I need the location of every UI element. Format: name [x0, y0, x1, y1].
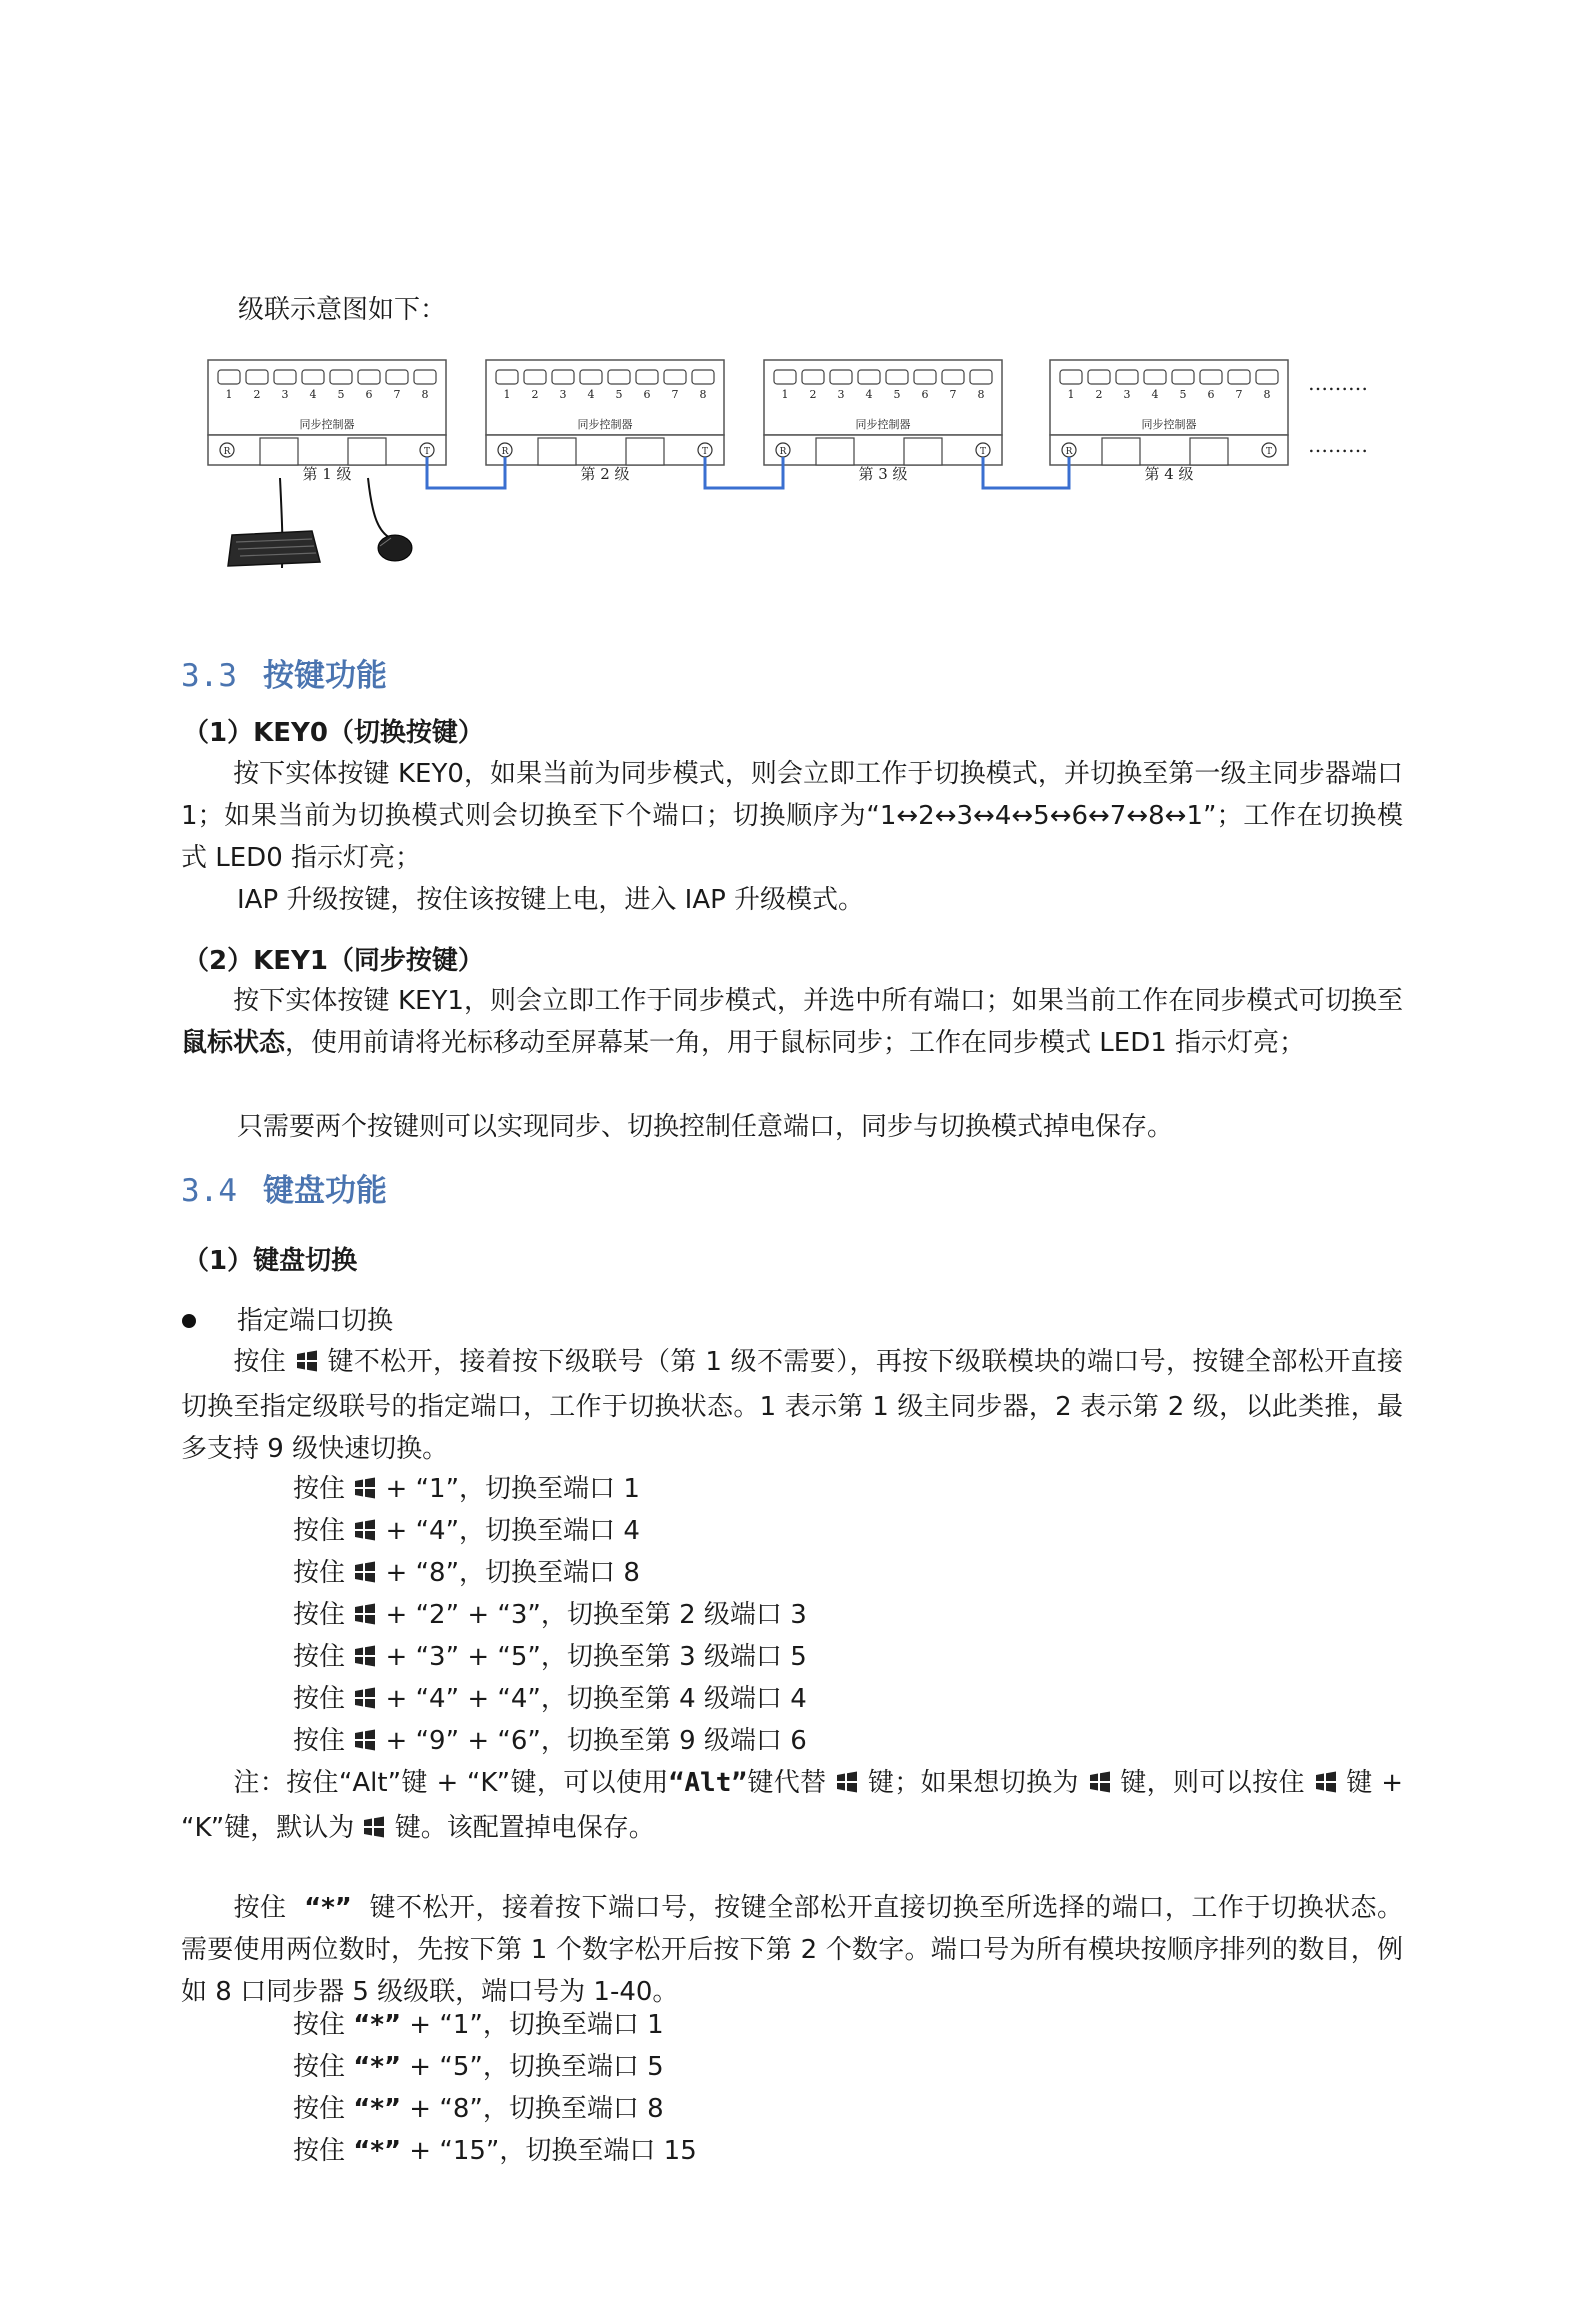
- diagram-intro: 级联示意图如下：: [238, 295, 447, 325]
- port-slot: [1144, 370, 1166, 384]
- port-number: 3: [1123, 388, 1131, 401]
- t-connector-label: T: [701, 447, 709, 457]
- port-slot: [1088, 370, 1110, 384]
- port-slot: [302, 370, 324, 384]
- r-connector-label: R: [1065, 447, 1073, 457]
- windows-key-icon: [353, 1728, 377, 1759]
- usb-port: [1102, 438, 1140, 465]
- port-slot: [664, 370, 686, 384]
- key1-text-bold: 鼠标状态: [181, 1028, 286, 1058]
- port-slot: [414, 370, 436, 384]
- port-slot: [886, 370, 908, 384]
- star-example-line: [293, 2088, 664, 2125]
- example-prefix: 按住: [293, 1726, 354, 1756]
- port-number: 6: [921, 388, 929, 401]
- port-number: 4: [309, 388, 317, 401]
- key1-text-a: 按下实体按键 KEY1，则会立即工作于同步模式，并选中所有端口；如果当前工作在同步模式可切换至: [233, 986, 1403, 1016]
- port-number: 3: [281, 388, 289, 401]
- windows-key-icon: [1314, 1765, 1338, 1807]
- win-example-line: [293, 1468, 640, 1507]
- star-text-a: 按住: [233, 1893, 287, 1923]
- port-number: 1: [781, 388, 789, 401]
- example-text: + “2” + “3”，切换至第 2 级端口 3: [377, 1600, 807, 1630]
- port-slot: [524, 370, 546, 384]
- windows-key-icon: [353, 1602, 377, 1633]
- note-f: 键。该配置掉电保存。: [394, 1813, 655, 1843]
- key1-text-b: ，使用前请将光标移动至屏幕某一角，用于鼠标同步；工作在同步模式 LED1 指示灯亮；: [285, 1028, 1306, 1058]
- example-text: + “5”，切换至端口 5: [401, 2052, 664, 2082]
- win-example-line: [293, 1720, 807, 1759]
- section-heading-3-3: [181, 650, 387, 695]
- windows-key-icon: [835, 1765, 859, 1807]
- port-number: 2: [809, 388, 817, 401]
- example-text: + “8”，切换至端口 8: [401, 2094, 664, 2124]
- level-label: 第 3 级: [858, 465, 908, 483]
- port-number: 7: [671, 388, 679, 401]
- example-text: + “1”，切换至端口 1: [401, 2010, 664, 2040]
- usb-port: [538, 438, 576, 465]
- windows-key-icon: [353, 1476, 377, 1507]
- port-slot: [774, 370, 796, 384]
- usb-port: [904, 438, 942, 465]
- cascade-diagram: [0, 350, 1588, 610]
- port-number: 8: [699, 388, 707, 401]
- port-number: 1: [225, 388, 233, 401]
- usb-port: [626, 438, 664, 465]
- level-label: 第 2 级: [580, 465, 630, 483]
- win-example-line: [293, 1636, 807, 1675]
- windows-key-icon: [353, 1560, 377, 1591]
- example-prefix: 按住: [293, 1642, 354, 1672]
- port-number: 2: [531, 388, 539, 401]
- note-alt-key: “Alt”: [668, 1768, 748, 1798]
- star-key: “*”: [353, 2052, 402, 2082]
- win-example-line: [293, 1678, 807, 1717]
- port-number: 7: [949, 388, 957, 401]
- port-number: 2: [1095, 388, 1103, 401]
- controller-bottom: [208, 435, 446, 465]
- win-example-line: [293, 1594, 807, 1633]
- port-slot: [386, 370, 408, 384]
- r-connector-label: R: [223, 447, 231, 457]
- example-prefix: 按住: [293, 1474, 354, 1504]
- note-d: 键，则可以按住: [1120, 1768, 1305, 1798]
- port-slot: [636, 370, 658, 384]
- port-number: 4: [587, 388, 595, 401]
- win-example-line: [293, 1510, 640, 1549]
- port-number: 8: [421, 388, 429, 401]
- controller-bottom: [764, 435, 1002, 465]
- win-switch-paragraph: [181, 1341, 1403, 1470]
- port-number: 8: [1263, 388, 1271, 401]
- port-number: 5: [1179, 388, 1187, 401]
- note-c: 键；如果想切换为: [867, 1768, 1079, 1798]
- port-number: 4: [865, 388, 873, 401]
- example-prefix: 按住: [293, 1516, 354, 1546]
- port-number: 1: [503, 388, 511, 401]
- port-slot: [1228, 370, 1250, 384]
- port-number: 8: [977, 388, 985, 401]
- port-slot: [218, 370, 240, 384]
- usb-port: [816, 438, 854, 465]
- note-a: 注：按住“Alt”键 + “K”键，可以使用: [233, 1768, 669, 1798]
- key0-paragraph: [181, 753, 1403, 879]
- port-slot: [1060, 370, 1082, 384]
- two-keys-paragraph: 只需要两个按键则可以实现同步、切换控制任意端口，同步与切换模式掉电保存。: [237, 1112, 1174, 1142]
- continuation-dots: ………: [1308, 371, 1368, 395]
- windows-key-icon: [362, 1810, 386, 1852]
- port-slot: [1172, 370, 1194, 384]
- continuation-dots: ………: [1308, 433, 1368, 457]
- port-slot: [1200, 370, 1222, 384]
- controller-label: 同步控制器: [299, 418, 355, 431]
- port-number: 2: [253, 388, 261, 401]
- port-number: 7: [1235, 388, 1243, 401]
- example-prefix: 按住: [293, 1684, 354, 1714]
- example-text: + “4”，切换至端口 4: [377, 1516, 640, 1546]
- port-number: 3: [559, 388, 567, 401]
- windows-key-icon: [353, 1686, 377, 1717]
- level-label: 第 4 级: [1144, 465, 1194, 483]
- port-slot: [246, 370, 268, 384]
- port-slot: [914, 370, 936, 384]
- port-number: 5: [615, 388, 623, 401]
- t-connector-label: T: [423, 447, 431, 457]
- mouse-icon: [378, 535, 412, 561]
- port-number: 7: [393, 388, 401, 401]
- port-number: 3: [837, 388, 845, 401]
- example-prefix: 按住: [293, 2094, 354, 2124]
- star-text-b: 键不松开，接着按下端口号，按键全部松开直接切换至所选择的端口，工作于切换状态。需要使用两位数时，先按下第 1 个数字松开后按下第 2 个数字。端口号为所有模块按顺序排列的数目，例如 8 口同步器 5 级级联，端口号为 1-40。: [181, 1893, 1403, 2007]
- mouse-cable: [368, 478, 395, 540]
- star-key: “*”: [353, 2136, 402, 2166]
- port-slot: [692, 370, 714, 384]
- port-number: 6: [365, 388, 373, 401]
- port-slot: [608, 370, 630, 384]
- example-prefix: 按住: [293, 2052, 354, 2082]
- windows-key-icon: [353, 1518, 377, 1549]
- level-label: 第 1 级: [302, 465, 352, 483]
- port-number: 5: [337, 388, 345, 401]
- section-heading-3-4: [181, 1165, 387, 1210]
- alt-note-paragraph: [181, 1762, 1403, 1852]
- port-slot: [942, 370, 964, 384]
- port-number: 6: [643, 388, 651, 401]
- port-slot: [274, 370, 296, 384]
- example-text: + “4” + “4”，切换至第 4 级端口 4: [377, 1684, 807, 1714]
- port-slot: [580, 370, 602, 384]
- key0-text: 按下实体按键 KEY0，如果当前为同步模式，则会立即工作于切换模式，并切换至第一级主同步器端口 1；如果当前为切换模式则会切换至下个端口；切换顺序为“1↔2↔3↔4↔5↔6↔7↔8↔1”；工作在切换模式 LED0 指示灯亮；: [181, 759, 1403, 873]
- example-prefix: 按住: [293, 1600, 354, 1630]
- port-slot: [496, 370, 518, 384]
- usb-port: [1190, 438, 1228, 465]
- star-example-line: [293, 2004, 664, 2041]
- t-connector-label: T: [1265, 447, 1273, 457]
- example-text: + “9” + “6”，切换至第 9 级端口 6: [377, 1726, 807, 1756]
- example-prefix: 按住: [293, 2010, 354, 2040]
- example-prefix: 按住: [293, 2136, 354, 2166]
- port-number: 1: [1067, 388, 1075, 401]
- controller-bottom: [486, 435, 724, 465]
- star-switch-paragraph: [181, 1887, 1403, 2013]
- t-connector-label: T: [979, 447, 987, 457]
- example-text: + “3” + “5”，切换至第 3 级端口 5: [377, 1642, 807, 1672]
- iap-paragraph: IAP 升级按键，按住该按键上电，进入 IAP 升级模式。: [237, 885, 865, 915]
- r-connector-label: R: [779, 447, 787, 457]
- windows-key-icon: [1088, 1765, 1112, 1807]
- controller-label: 同步控制器: [1141, 418, 1197, 431]
- usb-port: [348, 438, 386, 465]
- star-key: “*”: [304, 1893, 352, 1923]
- example-text: + “8”，切换至端口 8: [377, 1558, 640, 1588]
- windows-key-icon: [353, 1644, 377, 1675]
- usb-port: [260, 438, 298, 465]
- section-title: 按键功能: [263, 658, 387, 694]
- port-number: 6: [1207, 388, 1215, 401]
- star-key: “*”: [353, 2010, 402, 2040]
- star-example-line: [293, 2130, 697, 2167]
- section-title: 键盘功能: [263, 1173, 387, 1209]
- p1-text-a: 按住: [233, 1347, 287, 1377]
- port-number: 4: [1151, 388, 1159, 401]
- port-slot: [358, 370, 380, 384]
- p1-text-b: 键不松开，接着按下级联号（第 1 级不需要），再按下级联模块的端口号，按键全部松开直接切换至指定级联号的指定端口，工作于切换状态。1 表示第 1 级主同步器，2 表示第 2 级，以此类推，最多支持 9 级快速切换。: [181, 1347, 1404, 1464]
- section-number: 3.4: [181, 1173, 237, 1209]
- port-slot: [802, 370, 824, 384]
- bullet-dot: [182, 1314, 196, 1328]
- r-connector-label: R: [501, 447, 509, 457]
- example-text: + “1”，切换至端口 1: [377, 1474, 640, 1504]
- section-number: 3.3: [181, 658, 237, 694]
- key1-heading: （2）KEY1（同步按键）: [183, 946, 484, 976]
- note-e: 键 + “K”键，默认为: [181, 1768, 1404, 1843]
- controller-bottom: [1050, 435, 1288, 465]
- key1-paragraph: [181, 980, 1403, 1064]
- star-example-line: [293, 2046, 664, 2083]
- keyboard-switch-heading: （1）键盘切换: [183, 1246, 358, 1276]
- port-slot: [970, 370, 992, 384]
- port-slot: [830, 370, 852, 384]
- port-slot: [1256, 370, 1278, 384]
- controller-label: 同步控制器: [577, 418, 633, 431]
- port-slot: [858, 370, 880, 384]
- port-slot: [552, 370, 574, 384]
- port-slot: [330, 370, 352, 384]
- note-b: 键代替: [747, 1768, 827, 1798]
- windows-key-icon: [295, 1344, 319, 1386]
- bullet-text: 指定端口切换: [237, 1306, 394, 1336]
- port-slot: [1116, 370, 1138, 384]
- key0-heading: （1）KEY0（切换按键）: [183, 718, 484, 748]
- win-example-line: [293, 1552, 640, 1591]
- example-prefix: 按住: [293, 1558, 354, 1588]
- port-number: 5: [893, 388, 901, 401]
- star-key: “*”: [353, 2094, 402, 2124]
- controller-label: 同步控制器: [855, 418, 911, 431]
- example-text: + “15”，切换至端口 15: [401, 2136, 697, 2166]
